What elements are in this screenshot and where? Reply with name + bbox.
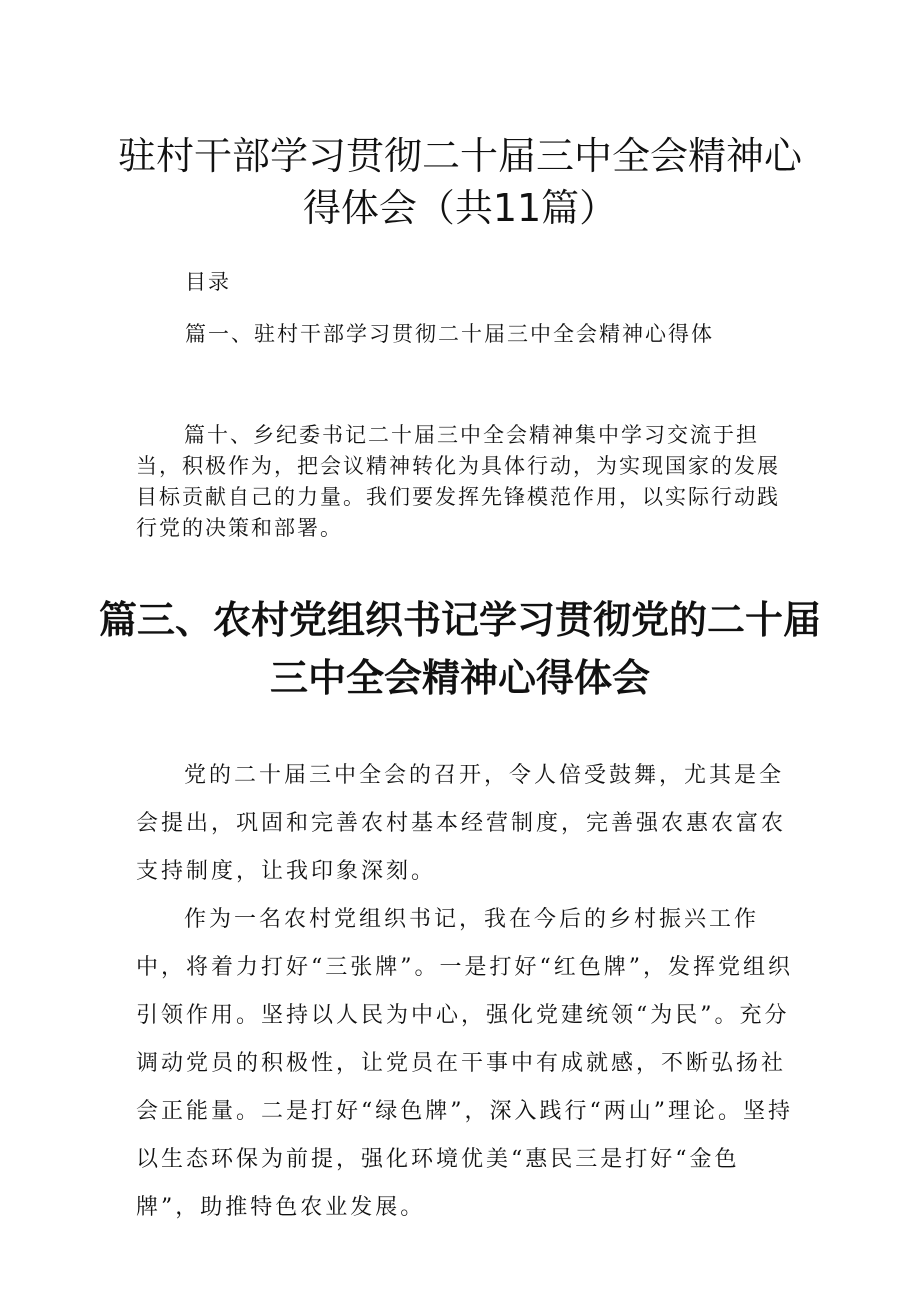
document-title-line-2: 得体会（共11篇） xyxy=(302,186,618,230)
toc-item-ten-excerpt: 篇十、乡纪委书记二十届三中全会精神集中学习交流于担当，积极作为，把会议精神转化为具体行动，为实现国家的发展目标贡献自己的力量。我们要发挥先锋模范作用，以实际行动践行党的决策和部署。 xyxy=(136,423,780,540)
section-title-line-2: 三中全会精神心得体会 xyxy=(269,656,650,700)
document-title-line-1: 驻村干部学习贯彻二十届三中全会精神心 xyxy=(117,134,802,178)
toc-item[interactable]: 篇一、驻村干部学习贯彻二十届三中全会精神心得体 xyxy=(185,322,714,346)
section-title-line-1: 篇三、农村党组织书记学习贯彻党的二十届 xyxy=(98,598,821,642)
toc-label: 目录 xyxy=(185,270,231,294)
body-paragraph: 党的二十届三中全会的召开，令人倍受鼓舞，尤其是全会提出，巩固和完善农村基本经营制度，完善强农惠农富农支持制度，让我印象深刻。 xyxy=(136,763,787,884)
body-paragraph: 作为一名农村党组织书记，我在今后的乡村振兴工作中，将着力打好“三张牌”。一是打好“红色牌”，发挥党组织引领作用。坚持以人民为中心，强化党建统领“为民”。充分调动党员的积极性，让党员在干事中有成就感，不断弘扬社会正能量。二是打好“绿色牌”，深入践行“两山”理论。坚持以生态环保为前提，强化环境优美“惠民三是打好“金色牌”，助推特色农业发展。 xyxy=(136,907,793,1220)
